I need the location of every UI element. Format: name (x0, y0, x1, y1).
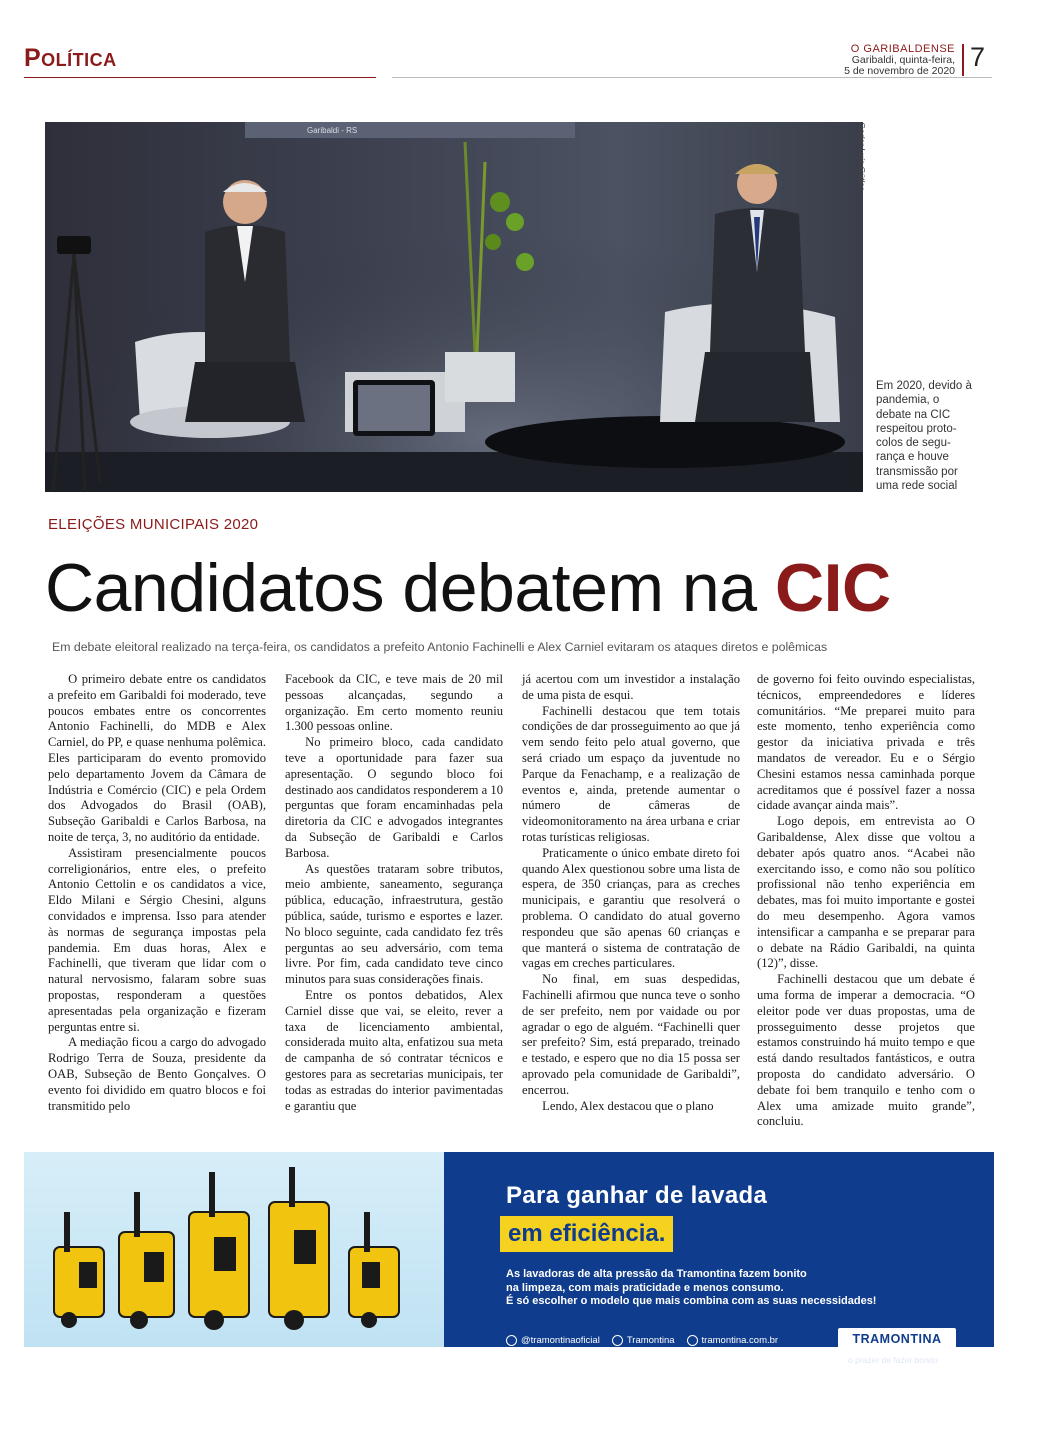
backdrop-text: Garibaldi - RS (307, 126, 358, 135)
instagram-icon (506, 1335, 517, 1346)
masthead (844, 44, 955, 77)
website-url: tramontina.com.br (701, 1335, 779, 1346)
ad-body-line: É só escolher o modelo que mais combina com as suas necessidades! (506, 1295, 877, 1307)
article-column-1 (48, 672, 266, 1114)
ad-social-links (506, 1335, 778, 1346)
paragraph: No final, em suas despedidas, Fachinelli afirmou que nunca teve o sonho de ser prefeito, nem por vaidade ou por agradar o ego de alguém. “Fachinelli quer ser prefeito? Sim, está preparado, treinado e testado, e espero que no dia 15 possa ser aprovado pela comunidade de Garibaldi”, encerrou. (522, 972, 740, 1097)
paragraph: Praticamente o único embate direto foi quando Alex questionou sobre uma lista de espera, de 350 crianças, para as creches municipais, e garantiu que resolverá o problema. O candidato do atual governo respondeu que são apenas 60 crianças e que manterá o sistema de contratação de vagas em creches particulares. (522, 845, 740, 971)
subhead: Em debate eleitoral realizado na terça-feira, os candidatos a prefeito Antonio Fachinelli e Alex Carniel evitaram os ataques diretos e polêmicas (52, 640, 828, 654)
facebook-handle: Tramontina (626, 1335, 675, 1346)
page-separator (962, 44, 964, 76)
ad-headline: Para ganhar de lavada (506, 1182, 768, 1209)
paragraph: já acertou com um investidor a instalação de uma pista de esqui. (522, 672, 740, 702)
ad-slogan: o prazer de fazer bonito (848, 1355, 938, 1365)
paragraph: Assistiram presencialmente poucos correligionários, entre eles, o prefeito Antonio Cettolin e os candidatos a vice, Eldo Milani e Sérgio Chesini, alguns convidados e imprensa. Isso para atender às normas de segurança impostas pela pandemia. Em duas horas, Alex e Fachinelli, que tiveram que lidar com o natural nervosismo, falaram sobre suas propostas, responderam a questões apresentadas pela organização e fizeram perguntas entre si. (48, 845, 266, 1034)
headline-main: Candidatos debatem na (45, 550, 775, 626)
debate-photo (45, 122, 863, 492)
paper-name: O GARIBALDENSE (850, 43, 955, 55)
tramontina-ad[interactable] (24, 1152, 994, 1365)
ad-text-panel (444, 1152, 994, 1365)
debate-photo-illustration (45, 122, 863, 492)
paragraph: No primeiro bloco, cada candidato teve a oportunidade para fazer sua apresentação. O segundo bloco foi destinado aos candidatos responderem a 10 perguntas que foram encaminhadas pela diretoria da CIC e advogados integrantes da Subseção de Garibaldi e Carlos Barbosa. (285, 735, 503, 860)
paragraph: Fachinelli destacou que tem totais condições de dar prosseguimento ao que já vem sendo feito pelo atual governo, que será criado um espaço da juventude no Parque da Fenachamp, e a realização de eventos e, ainda, pretende aumentar o número de câmeras de videomonitoramento na área urbana e criar rotas turísticas religiosas. (522, 703, 740, 844)
tramontina-logo: TRAMONTINA (838, 1328, 956, 1350)
pressure-washers-illustration (24, 1152, 444, 1347)
ad-highlight: em eficiência. (500, 1216, 673, 1252)
kicker: ELEIÇÕES MUNICIPAIS 2020 (48, 516, 259, 533)
instagram-handle: @tramontinaoficial (521, 1335, 600, 1346)
photo-credit: Geder Luís Gütler (857, 122, 867, 190)
paragraph: Fachinelli destacou que um debate é uma forma de imperar a democracia. “O eleitor pode ver duas propostas, uma de prosseguimento desse projetos que estamos construindo há muito tempo e que está dando resultados fantásticos, e outra proposta do candidato adversário. O debate foi bem tranquilo e tenho com o Alex uma amizade muito grande”, concluiu. (757, 972, 975, 1129)
headline (45, 545, 891, 631)
facebook-link[interactable] (612, 1335, 675, 1346)
wifi-icon (687, 1335, 698, 1346)
photo-caption: Em 2020, devido à pandemia, o debate na CIC respeitou proto-colos de segu-rança e houve transmissão por uma rede social (876, 380, 972, 493)
header-rule-right (392, 77, 992, 78)
header-rule-left (24, 77, 376, 78)
paragraph: Logo depois, em entrevista ao O Garibaldense, Alex disse que voltou a debater após quatro anos. “Acabei não exercitando isso, e como não sou político profissional não tenho experiência em debates, mas foi muito importante e gostei do meu desempenho. Agora vamos intensificar a campanha e se preparar para o debate na Rádio Garibaldi, na quinta (12)”, disse. (757, 814, 975, 971)
paragraph: Entre os pontos debatidos, Alex Carniel disse que vai, se eleito, rever a taxa de licenciamento ambiental, considerada muito alta, enfatizou sua meta de campanha de só contratar técnicos e gestores para as secretarias municipais, ter todas as estradas do interior pavimentadas e garantiu que (285, 987, 503, 1113)
ad-body-line: As lavadoras de alta pressão da Tramontina fazem bonito (506, 1268, 807, 1280)
ad-product-image (24, 1152, 444, 1347)
date-line-1: Garibaldi, quinta-feira, (851, 54, 955, 66)
ad-body (506, 1268, 976, 1309)
date-line-2: 5 de novembro de 2020 (844, 65, 955, 77)
article-column-4 (757, 672, 975, 1130)
paragraph: O primeiro debate entre os candidatos a prefeito em Garibaldi foi moderado, teve poucos embates entre os concorrentes Antonio Fachinelli, do MDB e Alex Carniel, do PP, e quase nenhuma polêmica. Eles participaram do evento promovido pelo departamento Jovem da Câmara de Indústria e Comércio (CIC) e pela Ordem dos Advogados do Brasil (OAB), Subseção Garibaldi e Carlos Barbosa, na noite de terça, 3, no auditório da entidade. (48, 672, 266, 844)
paragraph: Facebook da CIC, e teve mais de 20 mil pessoas alcançadas, segundo a organização. Em certo momento reuniu 1.300 pessoas online. (285, 672, 503, 734)
paragraph: As questões trataram sobre tributos, meio ambiente, saneamento, segurança pública, educação, infraestrutura, gestão pública, saúde, turismo e esportes e lazer. No bloco seguinte, cada candidato fez três perguntas ao seu adversário, com tema livre. Por fim, cada candidato teve cinco minutos para suas considerações finais. (285, 861, 503, 987)
website-link[interactable] (687, 1335, 779, 1346)
ad-body-line: na limpeza, com mais praticidade e menos consumo. (506, 1281, 784, 1294)
paragraph: de governo foi feito ouvindo especialistas, técnicos, empreendedores e líderes comunitários. “Me preparei muito para este momento, tenho experiência como gestor da iniciativa privada e três mandatos de vereador. Eu e o Sérgio Chesini estamos nessa caminhada porque acreditamos que é possível fazer a nossa cidade avançar ainda mais”. (757, 672, 975, 813)
instagram-link[interactable] (506, 1335, 600, 1346)
page-number: 7 (970, 42, 986, 72)
headline-accent: CIC (774, 550, 891, 626)
article-column-3 (522, 672, 740, 1114)
section-title: Política (24, 44, 117, 72)
facebook-icon (612, 1335, 623, 1346)
paragraph: A mediação ficou a cargo do advogado Rodrigo Terra de Souza, presidente da OAB, Subseção de Bento Gonçalves. O evento foi dividido em quatro blocos e foi transmitido pelo (48, 1035, 266, 1113)
article-column-2 (285, 672, 503, 1114)
paragraph: Lendo, Alex destacou que o plano (542, 1098, 714, 1113)
